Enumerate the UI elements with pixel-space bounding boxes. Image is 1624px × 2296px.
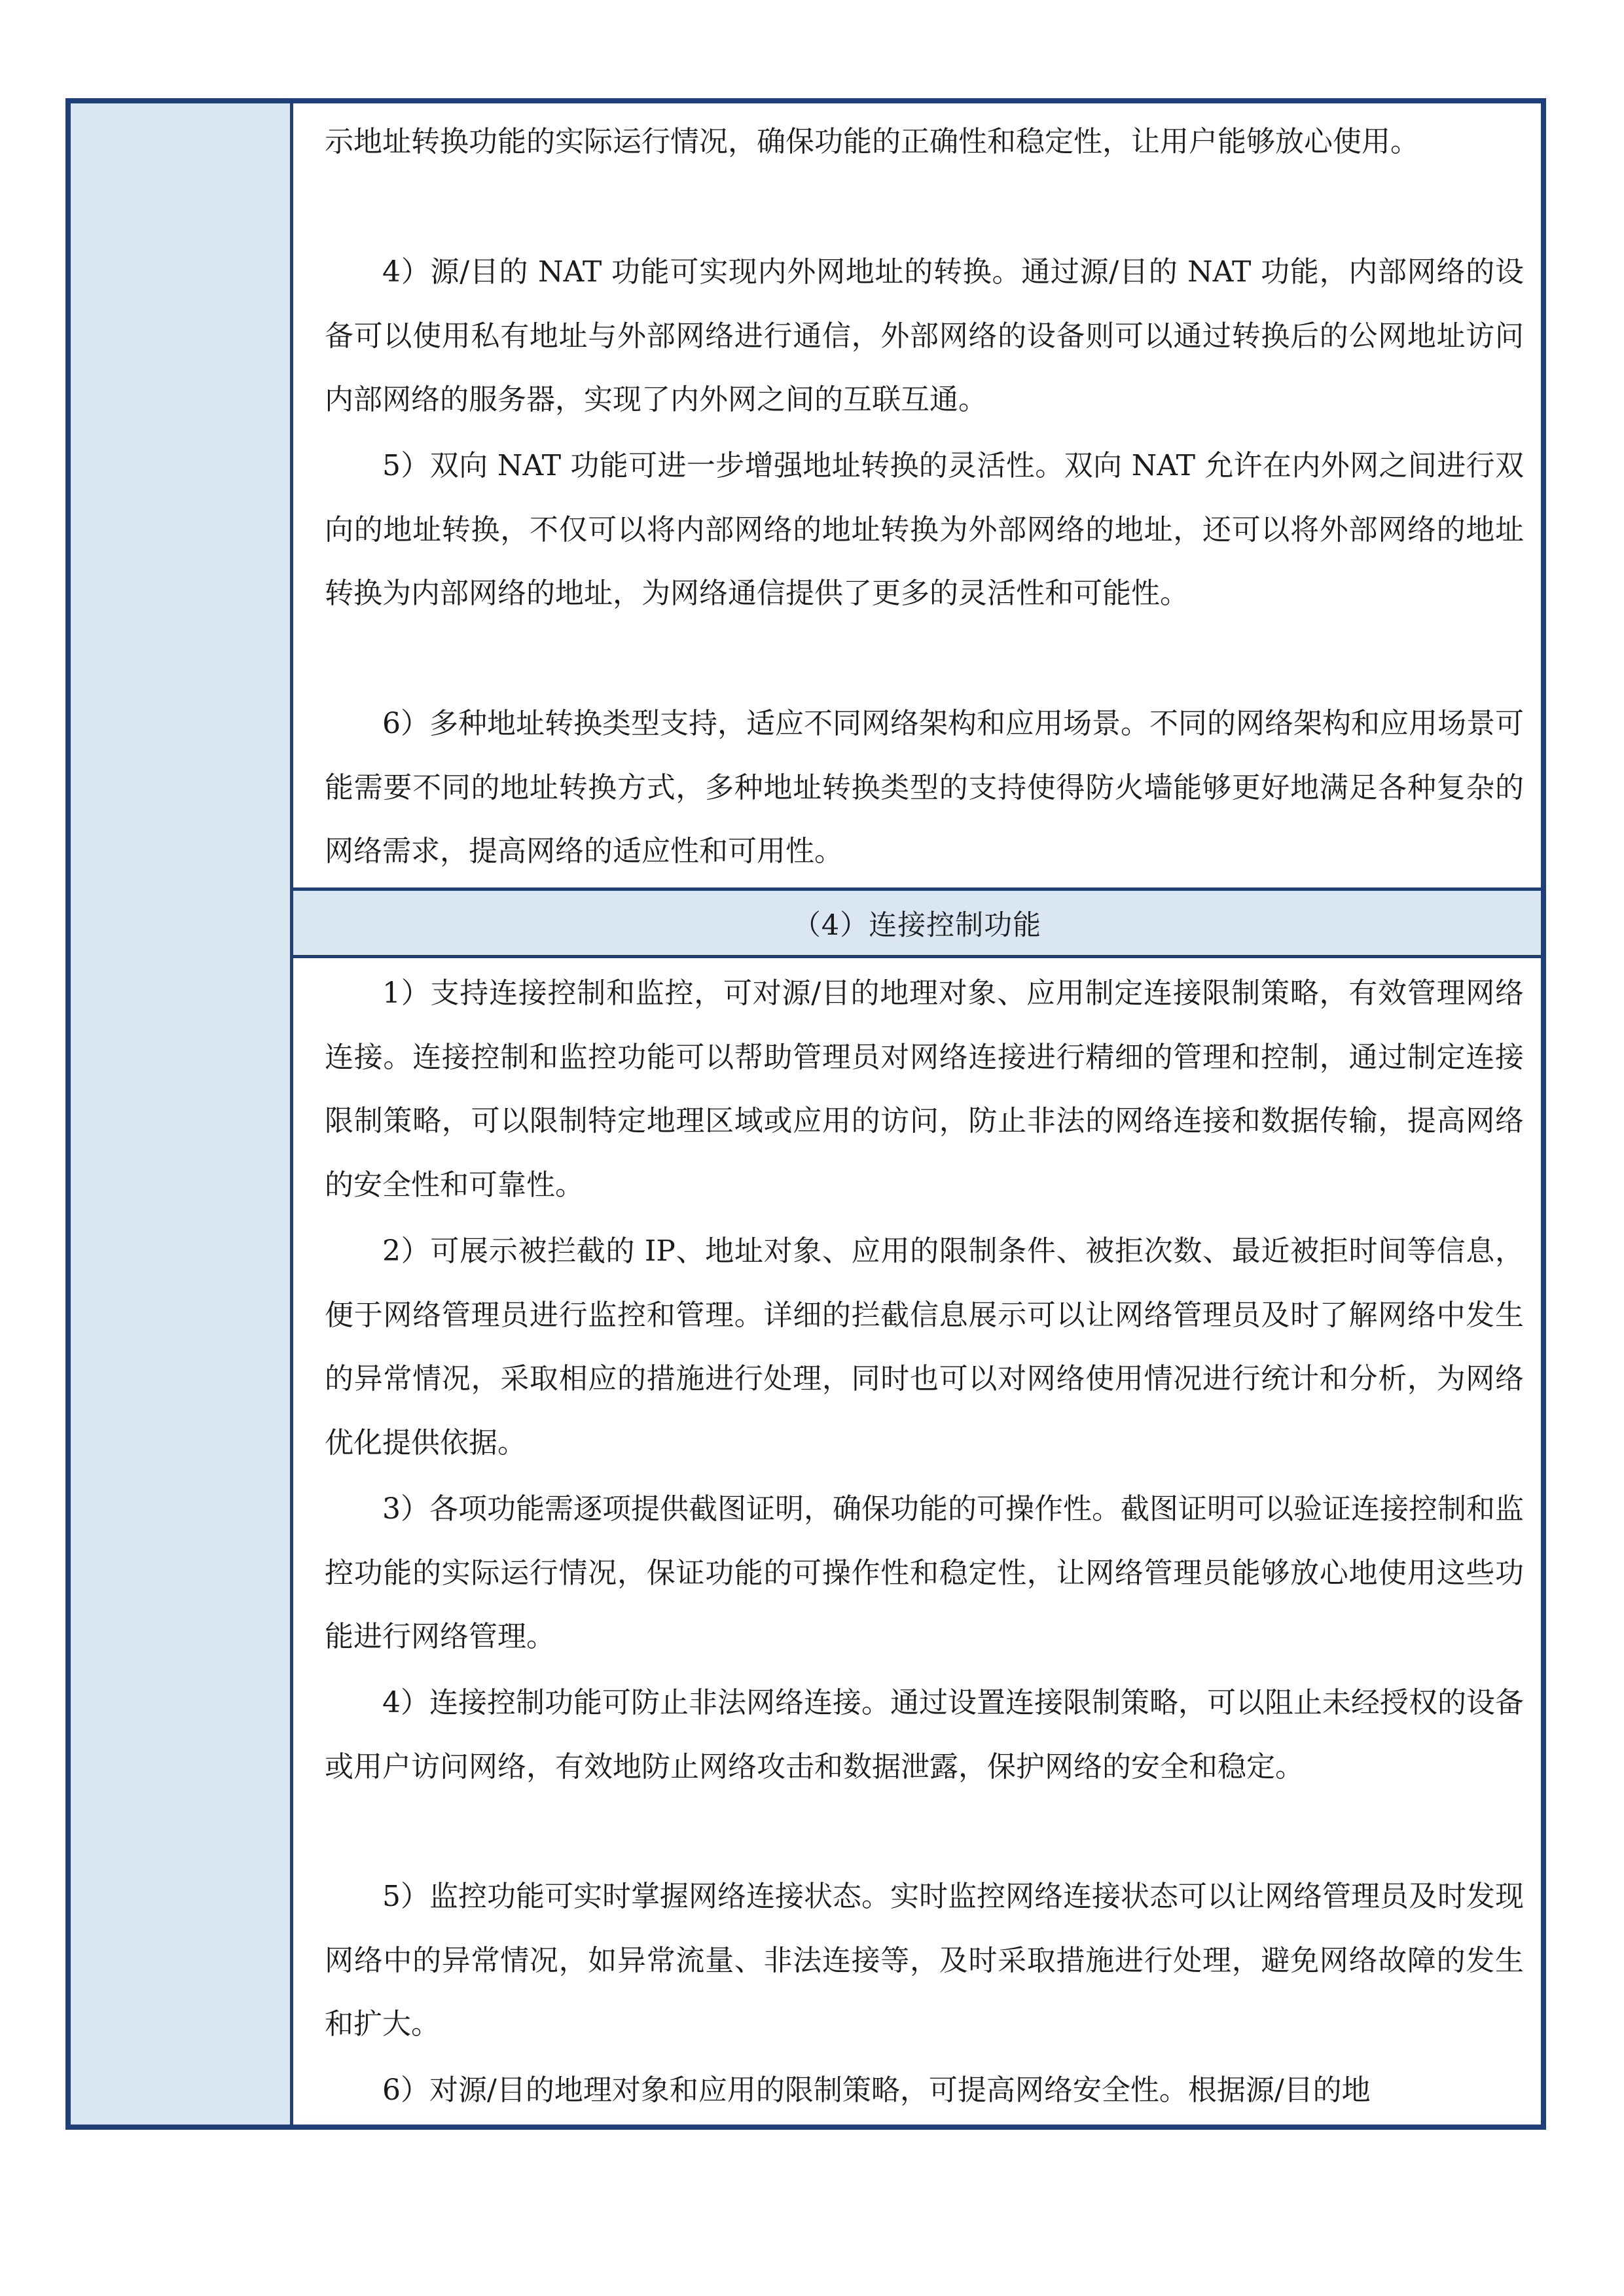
upper-paragraph-6: 6）多种地址转换类型支持，适应不同网络架构和应用场景。不同的网络架构和应用场景可能需要不同的地址转换方式，多种地址转换类型的支持使得防火墙能够更好地满足各种复杂的网络需求，提高网络的适应性和可用性。 xyxy=(325,707,1524,868)
section-header-cell xyxy=(293,891,1541,958)
upper-content-cell xyxy=(293,103,1541,891)
document-table xyxy=(65,98,1546,2130)
section-title: （4）连接控制功能 xyxy=(792,908,1042,942)
lower-paragraph-5: 5）监控功能可实时掌握网络连接状态。实时监控网络连接状态可以让网络管理员及时发现网络中的异常情况，如异常流量、非法连接等，及时采取措施进行处理，避免网络故障的发生和扩大。 xyxy=(325,1880,1524,2041)
upper-paragraph-5: 5）双向 NAT 功能可进一步增强地址转换的灵活性。双向 NAT 允许在内外网之间进行双向的地址转换，不仅可以将内部网络的地址转换为外部网络的地址，还可以将外部网络的地址转换为内部网络的地址，为网络通信提供了更多的灵活性和可能性。 xyxy=(325,449,1524,610)
lower-paragraph-2: 2）可展示被拦截的 IP、地址对象、应用的限制条件、被拒次数、最近被拒时间等信息，便于网络管理员进行监控和管理。详细的拦截信息展示可以让网络管理员及时了解网络中发生的异常情况，采取相应的措施进行处理，同时也可以对网络使用情况进行统计和分析，为网络优化提供依据。 xyxy=(325,1234,1524,1460)
lower-content-cell xyxy=(293,958,1541,2125)
lower-paragraph-4: 4）连接控制功能可防止非法网络连接。通过设置连接限制策略，可以阻止未经授权的设备或用户访问网络，有效地防止网络攻击和数据泄露，保护网络的安全和稳定。 xyxy=(325,1686,1524,1784)
upper-paragraph-continued: 示地址转换功能的实际运行情况，确保功能的正确性和稳定性，让用户能够放心使用。 xyxy=(325,125,1419,158)
lower-paragraph-3: 3）各项功能需逐项提供截图证明，确保功能的可操作性。截图证明可以验证连接控制和监控功能的实际运行情况，保证功能的可操作性和稳定性，让网络管理员能够放心地使用这些功能进行网络管理。 xyxy=(325,1492,1524,1653)
upper-paragraph-4: 4）源/目的 NAT 功能可实现内外网地址的转换。通过源/目的 NAT 功能，内部网络的设备可以使用私有地址与外部网络进行通信，外部网络的设备则可以通过转换后的公网地址访问内部网络的服务器，实现了内外网之间的互联互通。 xyxy=(325,255,1524,416)
left-label-column xyxy=(71,103,293,2125)
lower-paragraph-6: 6）对源/目的地理对象和应用的限制策略，可提高网络安全性。根据源/目的地 xyxy=(382,2073,1371,2107)
lower-paragraph-1: 1）支持连接控制和监控，可对源/目的地理对象、应用制定连接限制策略，有效管理网络连接。连接控制和监控功能可以帮助管理员对网络连接进行精细的管理和控制，通过制定连接限制策略，可以限制特定地理区域或应用的访问，防止非法的网络连接和数据传输，提高网络的安全性和可靠性。 xyxy=(325,977,1524,1202)
